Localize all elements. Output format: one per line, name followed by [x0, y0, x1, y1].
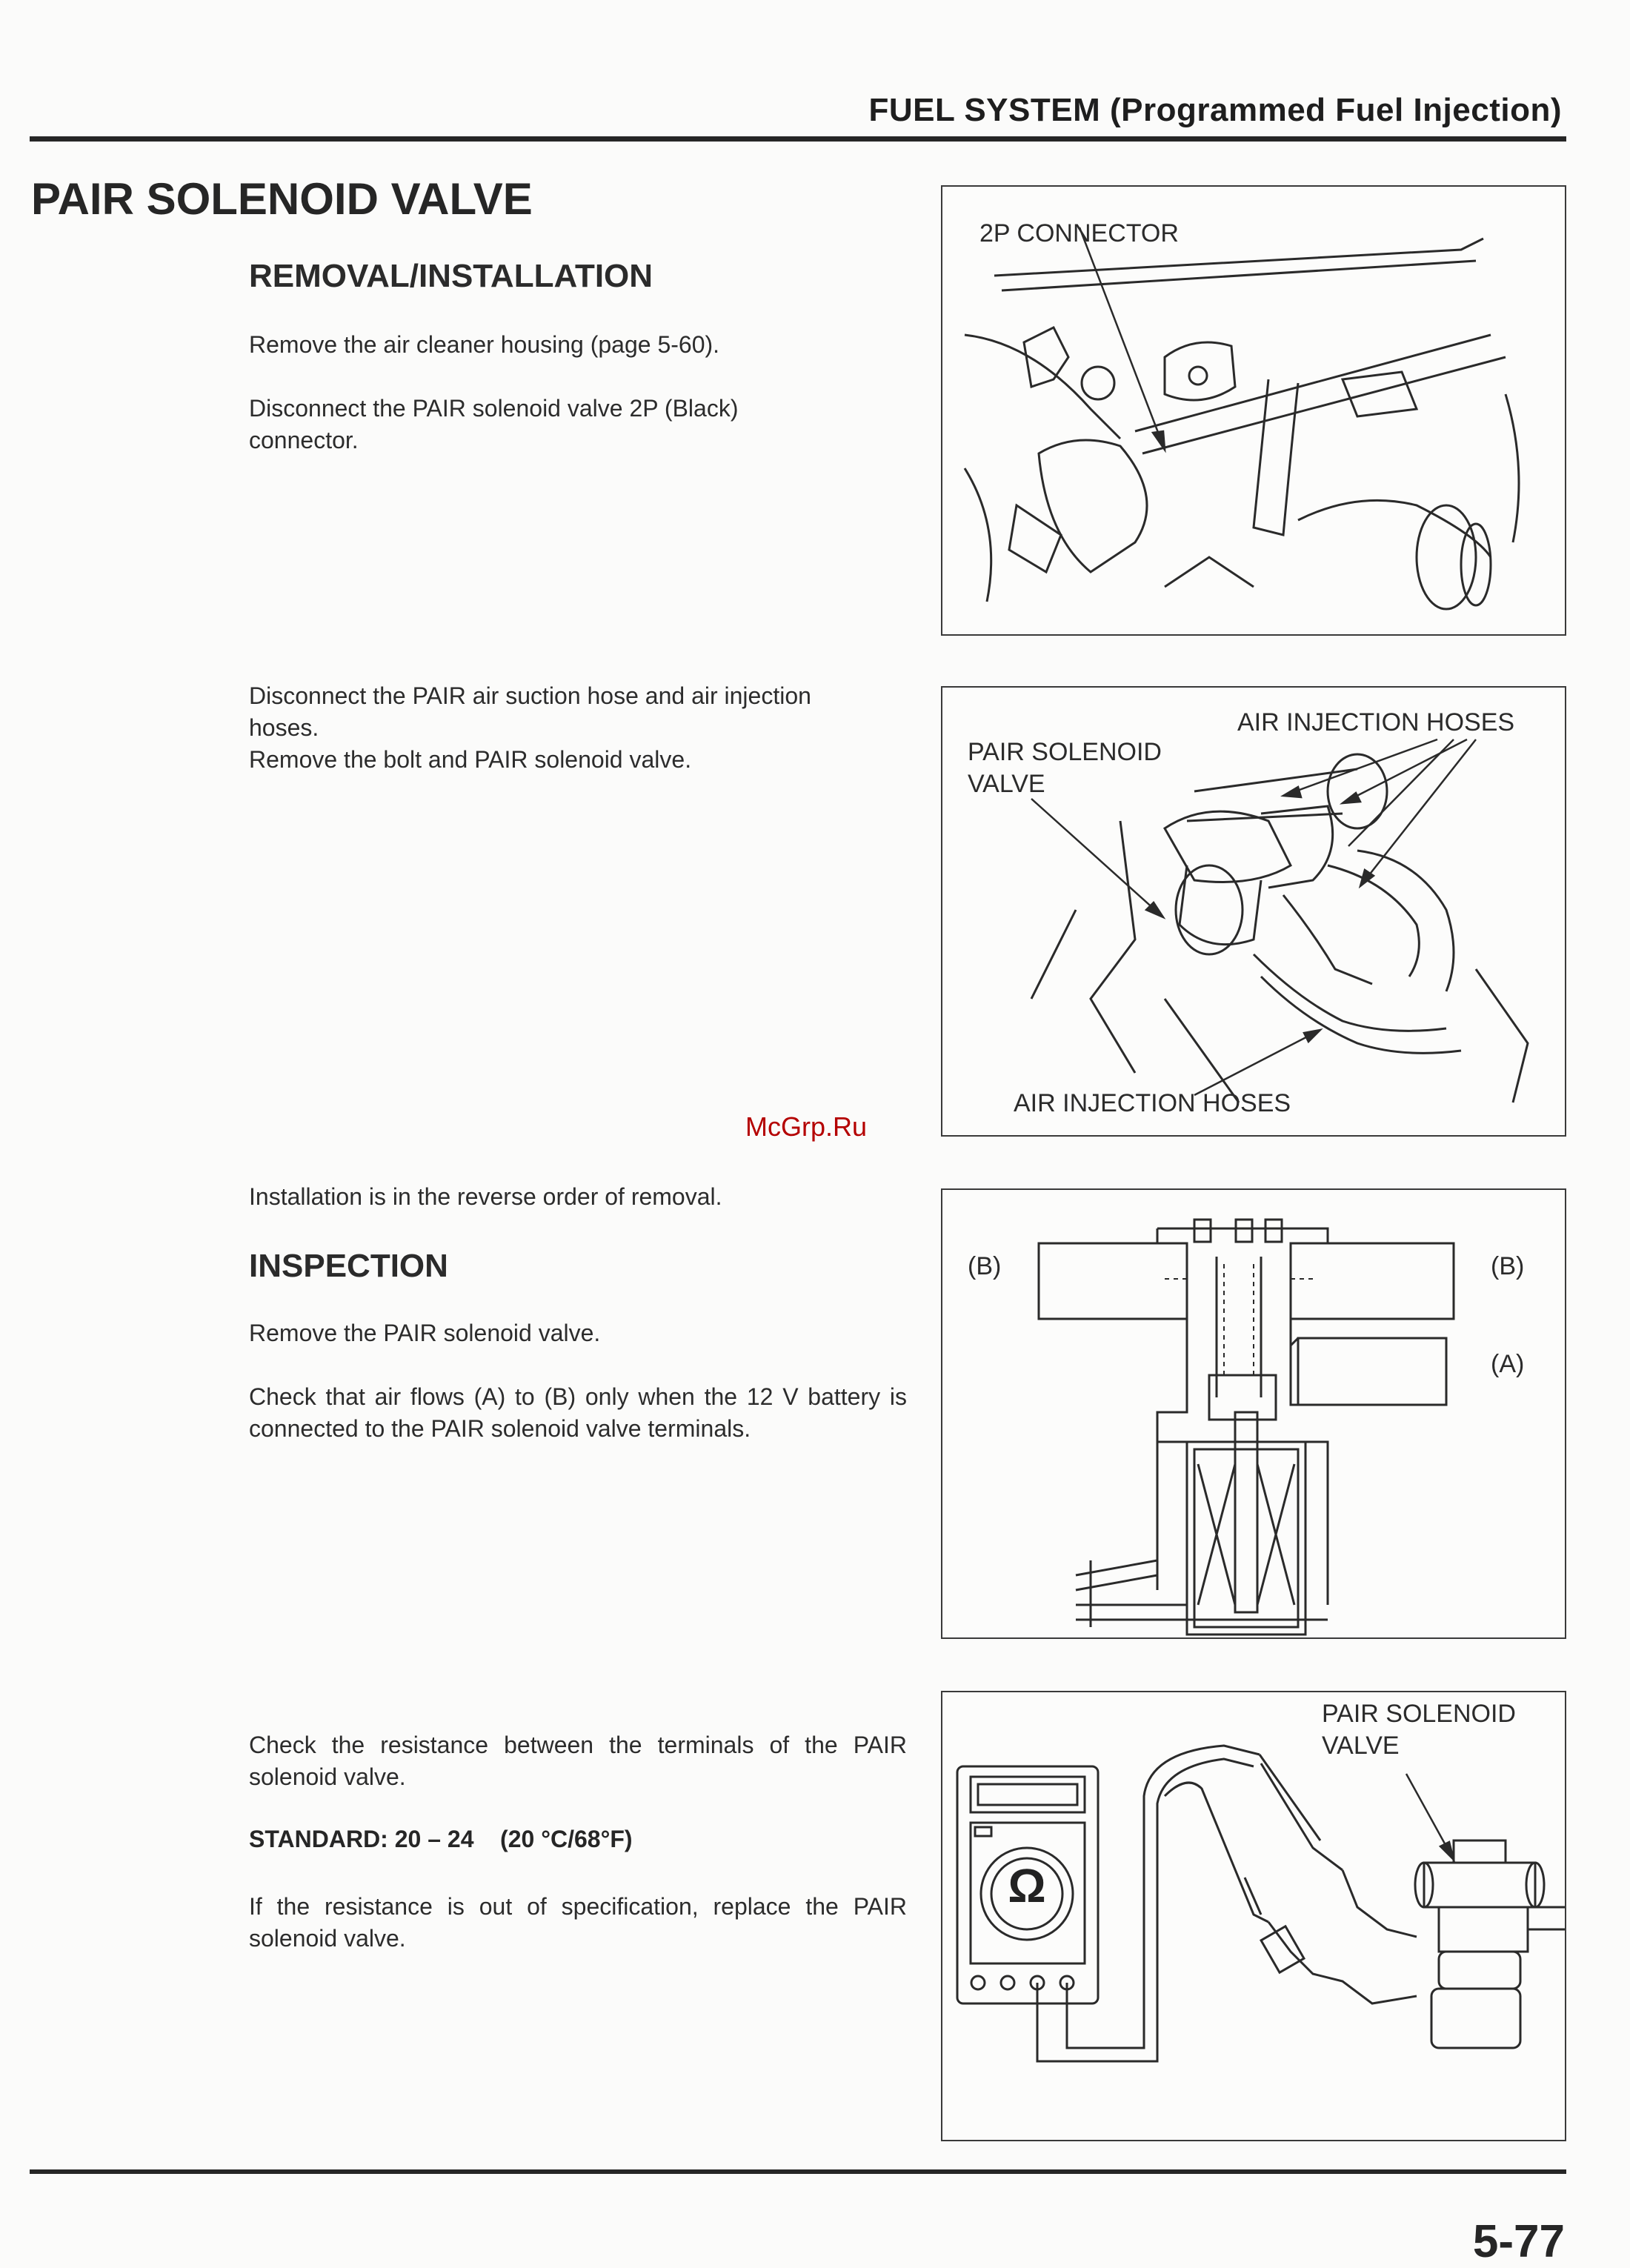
label-air-injection-hoses-top: AIR INJECTION HOSES	[1237, 708, 1515, 736]
label-pair-solenoid-valve-line-1: PAIR SOLENOID	[968, 738, 1162, 766]
header-rule	[30, 136, 1566, 142]
multimeter-display	[971, 1777, 1085, 1812]
label-pair-solenoid-valve-line-2: VALVE	[968, 770, 1045, 798]
label-pair-solenoid-valve-2-line-1: PAIR SOLENOID	[1322, 1700, 1516, 1728]
removal-step-1: Remove the air cleaner housing (page 5-60).	[249, 331, 720, 358]
pair-solenoid-valve-drawing	[1424, 1863, 1535, 1907]
inspection-step-2: Check that air flows (A) to (B) only when the 12 V battery is connected to the PAIR solenoid valve terminals.	[249, 1383, 907, 1442]
label-b-left: (B)	[968, 1252, 1002, 1280]
resistance-standard: STANDARD: 20 – 24 (20 °C/68°F)	[249, 1826, 633, 1852]
inspection-step-4: If the resistance is out of specification, replace the PAIR solenoid valve.	[249, 1893, 907, 1952]
watermark: McGrp.Ru	[745, 1111, 868, 1142]
page-title: PAIR SOLENOID VALVE	[31, 174, 533, 224]
figure-2p-connector-drawing	[942, 187, 1565, 634]
label-pair-solenoid-valve-2-line-2: VALVE	[1322, 1732, 1400, 1760]
figure-resistance-check	[941, 1691, 1566, 2141]
header-section-title: FUEL SYSTEM (Programmed Fuel Injection)	[868, 92, 1562, 128]
figure-pair-valve-removal	[941, 686, 1566, 1137]
inspection-heading: INSPECTION	[249, 1248, 448, 1284]
figure-2p-connector	[941, 185, 1566, 636]
label-pair-solenoid-valve	[968, 736, 1162, 800]
figure-valve-cross-section-drawing	[942, 1190, 1565, 1637]
figure-valve-cross-section	[941, 1188, 1566, 1639]
footer-rule	[30, 2169, 1566, 2174]
label-2p-connector: 2P CONNECTOR	[979, 219, 1179, 247]
removal-step-4: Installation is in the reverse order of removal.	[249, 1183, 722, 1210]
meter-ohm-symbol: Ω	[1008, 1859, 1046, 1912]
removal-step-3-line-1: Disconnect the PAIR air suction hose and air injection hoses.	[249, 682, 811, 741]
label-a: (A)	[1491, 1350, 1525, 1378]
label-b-right: (B)	[1491, 1252, 1525, 1280]
inspection-step-3: Check the resistance between the terminals of the PAIR solenoid valve.	[249, 1732, 907, 1790]
label-air-injection-hoses-bottom: AIR INJECTION HOSES	[1014, 1089, 1291, 1117]
removal-step-3-line-2: Remove the bolt and PAIR solenoid valve.	[249, 746, 692, 773]
label-pair-solenoid-valve-2	[1322, 1698, 1516, 1762]
inspection-step-1: Remove the PAIR solenoid valve.	[249, 1320, 601, 1346]
page-number: 5-77	[1472, 2216, 1565, 2267]
removal-heading: REMOVAL/INSTALLATION	[249, 258, 653, 294]
removal-step-3	[249, 680, 819, 776]
removal-step-2: Disconnect the PAIR solenoid valve 2P (Black) connector.	[249, 395, 739, 453]
